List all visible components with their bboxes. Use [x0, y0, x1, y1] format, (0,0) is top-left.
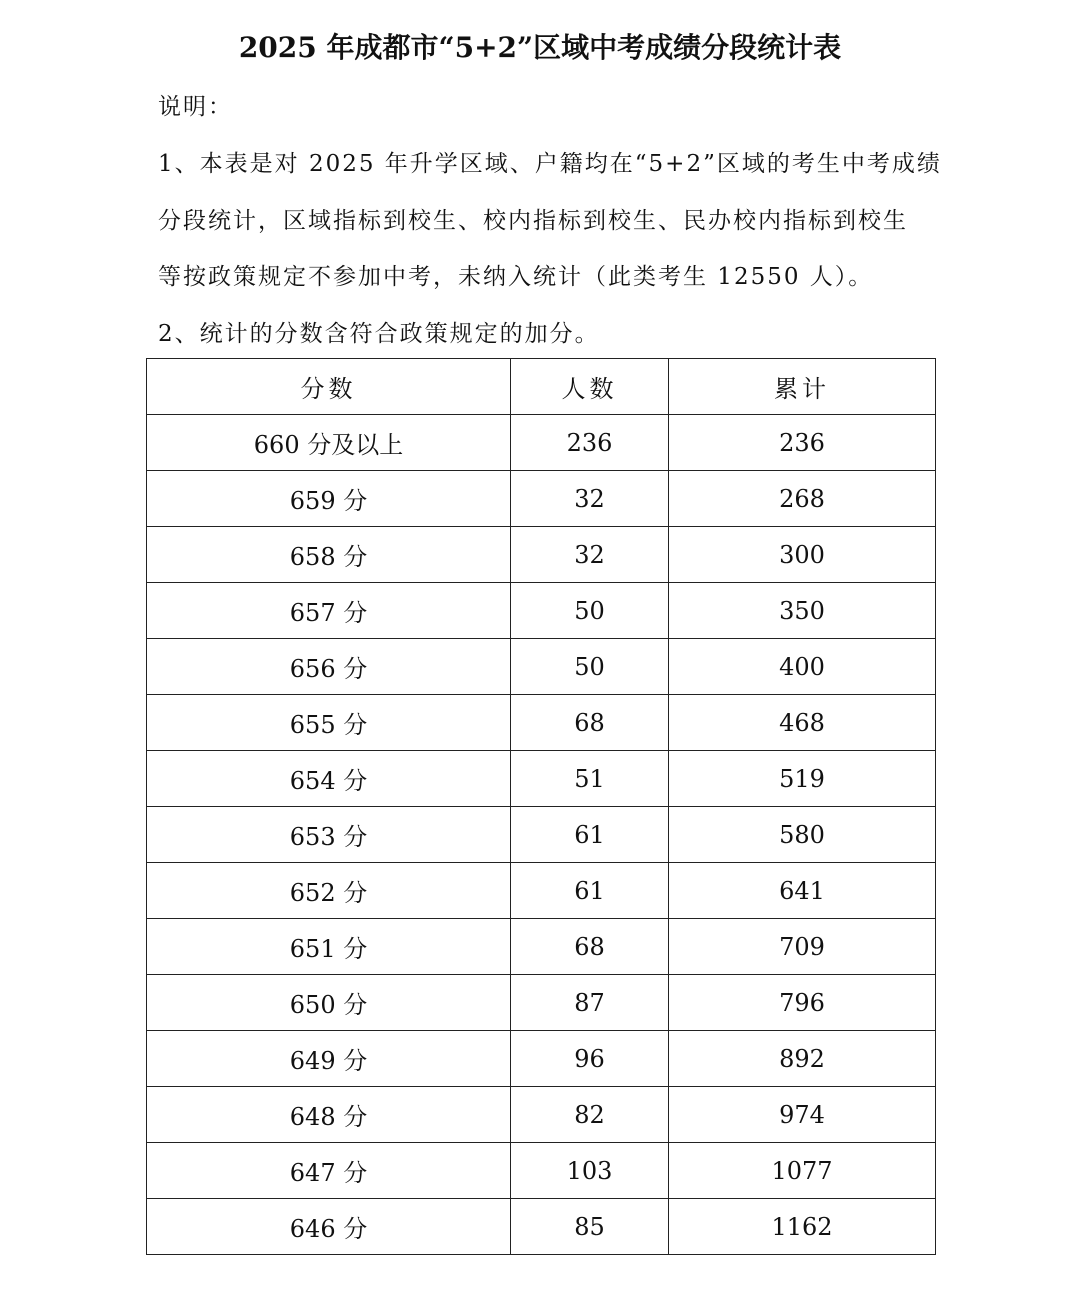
- header-score: 分数: [147, 359, 511, 415]
- cell-count: 61: [511, 807, 669, 863]
- cell-count: 87: [511, 975, 669, 1031]
- cell-score: 650 分: [147, 975, 511, 1031]
- cell-count: 32: [511, 527, 669, 583]
- cell-cumulative: 236: [669, 415, 936, 471]
- cell-cumulative: 400: [669, 639, 936, 695]
- cell-count: 82: [511, 1087, 669, 1143]
- table-row: [147, 751, 936, 807]
- table-row: [147, 527, 936, 583]
- cell-score: 646 分: [147, 1199, 511, 1255]
- cell-score: 656 分: [147, 639, 511, 695]
- cell-cumulative: 892: [669, 1031, 936, 1087]
- cell-score: 651 分: [147, 919, 511, 975]
- cell-score: 660 分及以上: [147, 415, 511, 471]
- note-item-1-line-2: 分段统计，区域指标到校生、校内指标到校生、民办校内指标到校生: [158, 208, 908, 234]
- table-row: [147, 975, 936, 1031]
- cell-cumulative: 468: [669, 695, 936, 751]
- cell-score: 649 分: [147, 1031, 511, 1087]
- cell-count: 68: [511, 919, 669, 975]
- cell-cumulative: 1162: [669, 1199, 936, 1255]
- cell-cumulative: 268: [669, 471, 936, 527]
- cell-count: 236: [511, 415, 669, 471]
- table-row: [147, 863, 936, 919]
- table-row: [147, 1031, 936, 1087]
- cell-cumulative: 974: [669, 1087, 936, 1143]
- cell-count: 68: [511, 695, 669, 751]
- cell-cumulative: 580: [669, 807, 936, 863]
- table-row: [147, 1199, 936, 1255]
- header-count: 人数: [511, 359, 669, 415]
- page-title: 2025 年成都市“5+2”区域中考成绩分段统计表: [238, 31, 842, 64]
- cell-cumulative: 709: [669, 919, 936, 975]
- cell-count: 85: [511, 1199, 669, 1255]
- cell-cumulative: 300: [669, 527, 936, 583]
- cell-score: 657 分: [147, 583, 511, 639]
- cell-score: 648 分: [147, 1087, 511, 1143]
- cell-count: 32: [511, 471, 669, 527]
- cell-score: 659 分: [147, 471, 511, 527]
- cell-count: 103: [511, 1143, 669, 1199]
- cell-count: 51: [511, 751, 669, 807]
- cell-cumulative: 641: [669, 863, 936, 919]
- table-row: [147, 471, 936, 527]
- table-row: [147, 919, 936, 975]
- cell-count: 96: [511, 1031, 669, 1087]
- cell-cumulative: 1077: [669, 1143, 936, 1199]
- table-row: [147, 807, 936, 863]
- cell-score: 658 分: [147, 527, 511, 583]
- score-distribution-table: [146, 358, 936, 1255]
- note-item-2: 2、统计的分数含符合政策规定的加分。: [158, 321, 600, 347]
- table-row: [147, 695, 936, 751]
- cell-score: 655 分: [147, 695, 511, 751]
- cell-count: 61: [511, 863, 669, 919]
- table-row: [147, 583, 936, 639]
- cell-cumulative: 350: [669, 583, 936, 639]
- cell-count: 50: [511, 639, 669, 695]
- cell-count: 50: [511, 583, 669, 639]
- note-item-1-line-3: 等按政策规定不参加中考，未纳入统计（此类考生 12550 人）。: [158, 264, 874, 290]
- table-header-row: [147, 359, 936, 415]
- cell-score: 647 分: [147, 1143, 511, 1199]
- notes-heading: 说明：: [158, 94, 233, 120]
- cell-cumulative: 519: [669, 751, 936, 807]
- cell-score: 652 分: [147, 863, 511, 919]
- table-row: [147, 415, 936, 471]
- cell-score: 653 分: [147, 807, 511, 863]
- header-cumulative: 累计: [669, 359, 936, 415]
- note-item-1-line-1: 1、本表是对 2025 年升学区域、户籍均在“5+2”区域的考生中考成绩: [158, 151, 942, 177]
- cell-score: 654 分: [147, 751, 511, 807]
- table-row: [147, 1087, 936, 1143]
- table-row: [147, 639, 936, 695]
- cell-cumulative: 796: [669, 975, 936, 1031]
- table-row: [147, 1143, 936, 1199]
